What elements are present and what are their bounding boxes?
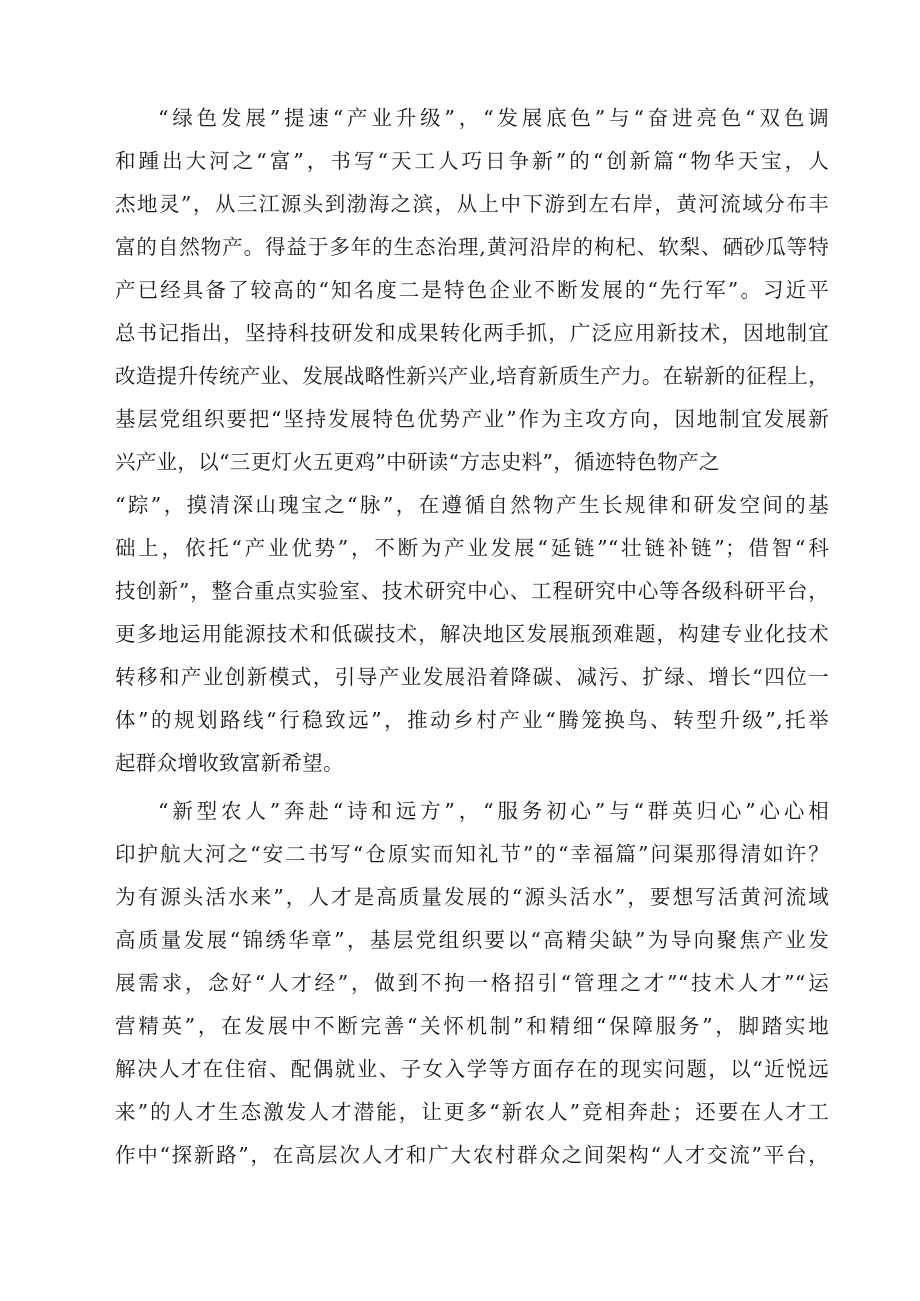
- text-line: 来”的人才生态激发人才潜能，让更多“新农人”竞相奔赴；还要在人才工: [115, 1100, 829, 1124]
- text-line: 和踵出大河之“富”，书写“天工人巧日争新”的“创新篇“物华天宝，人: [115, 149, 829, 173]
- text-line: 展需求，念好“人才经”，做到不拘一格招引“管理之才”“技术人才”“运: [115, 971, 829, 995]
- text-line: 产已经具备了较高的“知名度二是特色企业不断发展的“先行军”。习近平: [115, 278, 829, 302]
- text-line: 富的自然物产。得益于多年的生态治理,黄河沿岸的枸杞、软梨、硒砂瓜等特: [115, 235, 829, 259]
- text-line: 高质量发展“锦绣华章”，基层党组织要以“高精尖缺”为导向聚焦产业发: [115, 928, 829, 952]
- text-line: 杰地灵”，从三江源头到渤海之滨，从上中下游到左右岸，黄河流域分布丰: [115, 192, 829, 216]
- text-line: 营精英”，在发展中不断完善“关怀机制”和精细“保障服务”，脚踏实地: [115, 1014, 829, 1038]
- text-line: 基层党组织要把“坚持发展特色优势产业”作为主攻方向，因地制宜发展新: [115, 407, 829, 431]
- text-line: 转移和产业创新模式，引导产业发展沿着降碳、减污、扩绿、增长“四位一: [115, 665, 829, 689]
- text-line: 兴产业，以“三更灯火五更鸡”中研读“方志史料”，循迹特色物产之: [115, 450, 720, 474]
- text-line: “踪”，摸清深山瑰宝之“脉”，在遵循自然物产生长规律和研发空间的基: [115, 493, 829, 517]
- text-line: 作中“探新路”，在高层次人才和广大农村群众之间架构“人才交流”平台，: [115, 1143, 829, 1167]
- text-line: 更多地运用能源技术和低碳技术，解决地区发展瓶颈难题，构建专业化技术: [115, 622, 829, 646]
- text-line: 起群众增收致富新希望。: [115, 751, 344, 775]
- text-line: 总书记指出，坚持科技研发和成果转化两手抓，广泛应用新技术，因地制宜: [115, 321, 829, 345]
- text-line: “新型农人”奔赴“诗和远方”，“服务初心”与“群英归心”心心相: [158, 799, 829, 823]
- text-line: 为有源头活水来”，人才是高质量发展的“源头活水”，要想写活黄河流域: [115, 885, 829, 909]
- text-line: 改造提升传统产业、发展战略性新兴产业,培育新质生产力。在崭新的征程上，: [115, 364, 830, 388]
- text-line: “绿色发展”提速“产业升级”，“发展底色”与“奋进亮色“双色调: [158, 106, 829, 130]
- text-line: 体”的规划路线“行稳致远”，推动乡村产业“腾笼换鸟、转型升级”,托举: [115, 708, 829, 732]
- text-line: 印护航大河之“安二书写“仓原实而知礼节”的“幸福篇”问渠那得清如许？: [115, 842, 829, 866]
- text-line: 解决人才在住宿、配偶就业、子女入学等方面存在的现实问题，以“近悦远: [115, 1057, 829, 1081]
- text-line: 技创新”，整合重点实验室、技术研究中心、工程研究中心等各级科研平台，: [115, 579, 829, 603]
- text-line: 础上，依托“产业优势”，不断为产业发展“延链”“壮链补链”；借智“科: [115, 536, 829, 560]
